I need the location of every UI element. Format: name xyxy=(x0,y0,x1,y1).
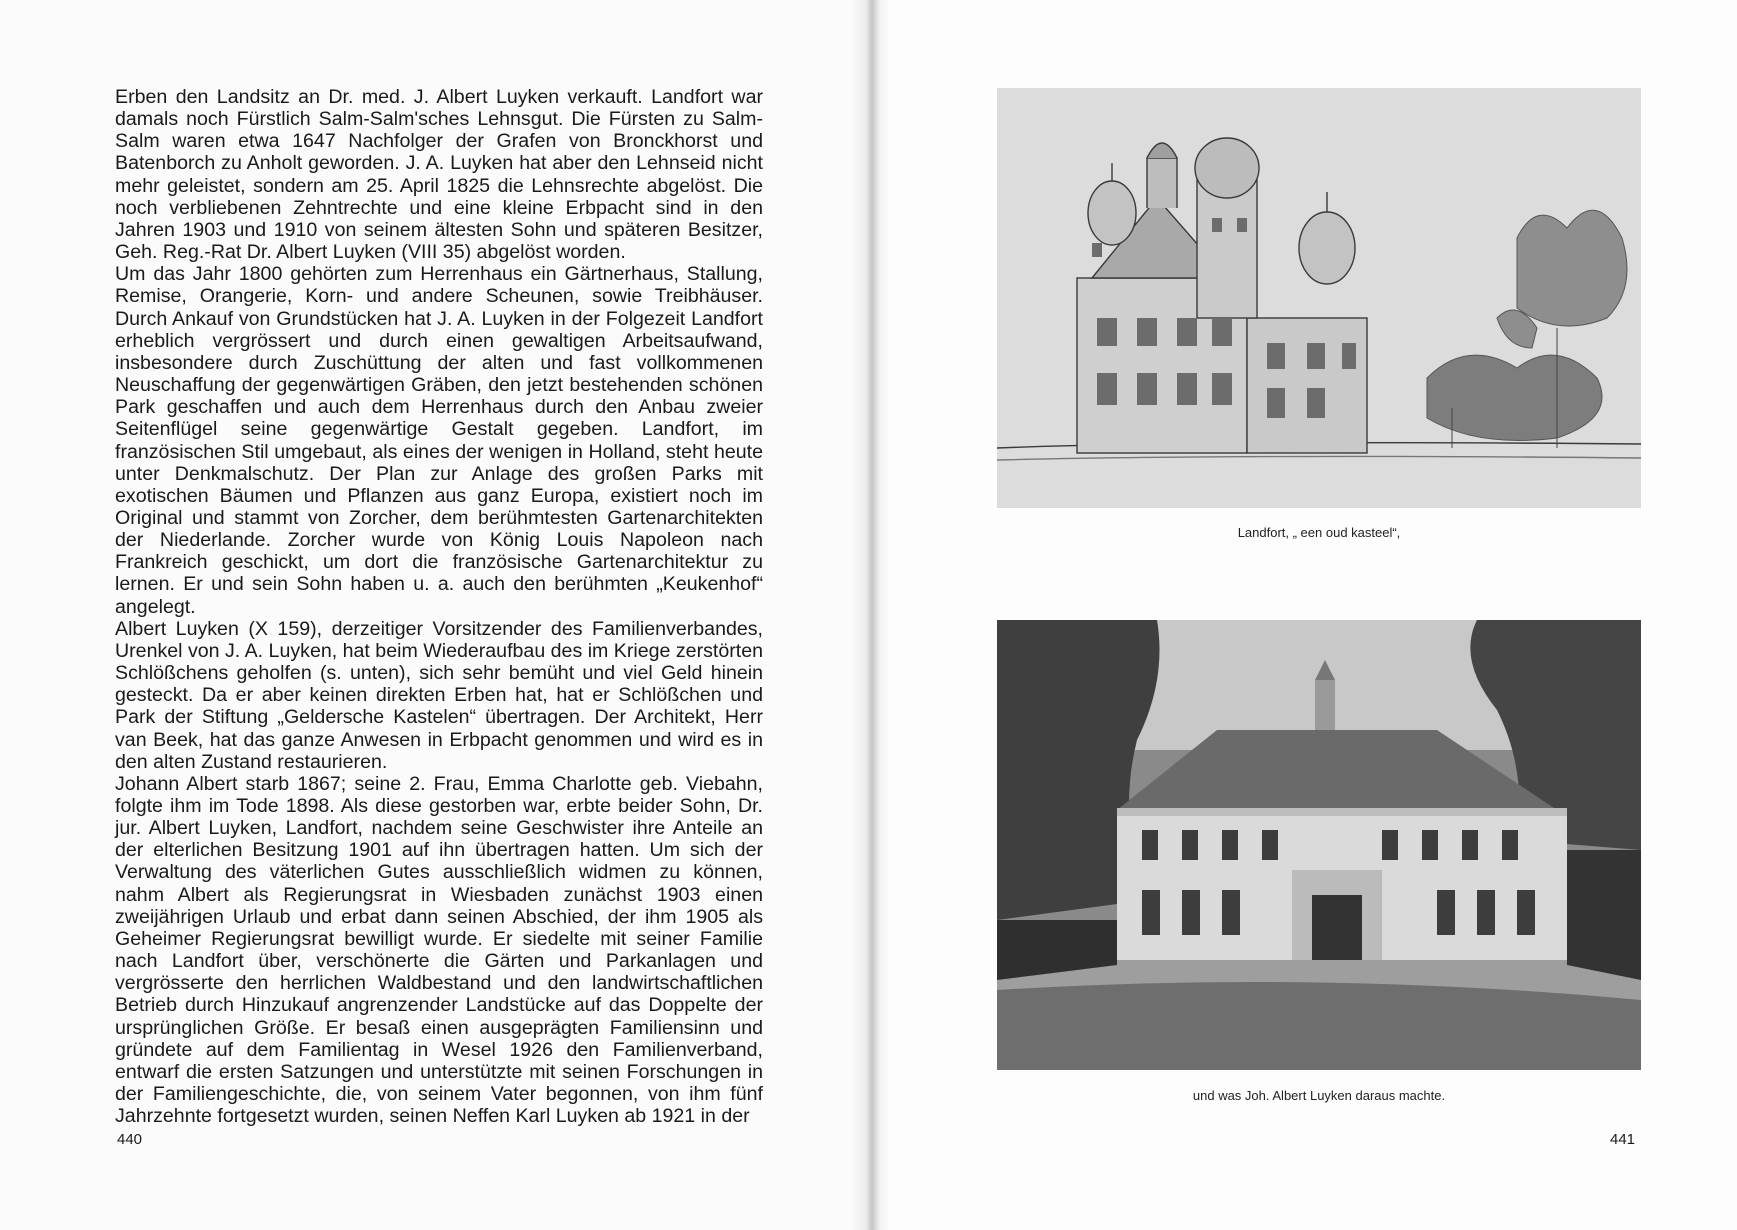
page-number-left: 440 xyxy=(117,1131,143,1148)
figure-caption: Landfort, „ een oud kasteel“, xyxy=(1237,525,1401,540)
manor-photo-image xyxy=(997,620,1641,1070)
page-number-right: 441 xyxy=(1610,1131,1636,1148)
body-text xyxy=(115,86,763,1127)
figure-caption: und was Joh. Albert Luyken daraus machte. xyxy=(1192,1088,1446,1103)
paragraph: Johann Albert starb 1867; seine 2. Frau, Emma Charlotte geb. Viebahn, folgte ihm im Tode 1898. Als diese gestorben war, erbte beider Sohn, Dr. jur. Albert Luyken, Landfort, nachdem seine Geschwister ihre Anteile an der elterlichen Besitzung 1901 auf ihn übertragen hatten. Um sich der Verwaltung des väterlichen Gutes ausschließlich widmen zu können, nahm Albert als Regierungsrat in Wiesbaden zunächst 1903 einen zweijährigen Urlaub und erbat dann seinen Abschied, der ihm 1905 als Geheimer Regierungsrat bewilligt wurde. Er siedelte mit seiner Familie nach Landfort über, verschönerte die Gärten und Parkanlagen und vergrösserte den herrlichen Waldbestand und den landwirtschaftlichen Betrieb durch Hinzukauf angrenzender Landstücke auf das Doppelte der ursprünglichen Größe. Er besaß einen ausgeprägten Familiensinn und gründete auf dem Familientag in Wesel 1926 den Familienverband, entwarf die ersten Satzungen und unterstützte mit seinen Forschungen in der Familiengeschichte, die, von seinem Vater begonnen, von ihm fünf Jahrzehnte fortgesetzt wurden, seinen Neffen Karl Luyken ab 1921 in der xyxy=(115,772,763,1128)
paragraph: Erben den Landsitz an Dr. med. J. Albert Luyken verkauft. Landfort war damals noch Fürstlich Salm-Salm'sches Lehnsgut. Die Fürsten zu Salm-Salm waren etwa 1647 Nachfolger der Grafen von Bronckhorst und Batenborch zu Anholt geworden. J. A. Luyken hat aber den Lehnseid nicht mehr geleistet, sondern am 25. April 1825 die Lehnsrechte abgelöst. Die noch verbliebenen Zehntrechte und eine kleine Erbpacht sind in den Jahren 1903 und 1910 von seinem ältesten Sohn und späteren Besitzer, Geh. Reg.-Rat Dr. Albert Luyken (VIII 35) abgelöst worden. xyxy=(115,86,763,264)
castle-sketch-image xyxy=(997,88,1641,508)
paragraph: Um das Jahr 1800 gehörten zum Herrenhaus ein Gärtnerhaus, Stallung, Remise, Orangerie, Korn- und andere Scheunen, sowie Treibhäuser. Durch Ankauf von Grundstücken hat J. A. Luyken in der Folgezeit Landfort erheblich vergrössert und durch einen gewaltigen Arbeitsaufwand, insbesondere durch Zuschüttung der alten und fast vollkommenen Neuschaffung der gegenwärtigen Gräben, den jetzt bestehenden schönen Park geschaffen und auch dem Herrenhaus durch den Anbau zweier Seitenflügel seine gegenwärtige Gestalt gegeben. Landfort, im französischen Stil umgebaut, als eines der wenigen in Holland, steht heute unter Denkmalschutz. Der Plan zur Anlage des großen Parks mit exotischen Bäumen und Pflanzen aus ganz Europa, existiert noch im Original und stammt von Zorcher, dem berühmtesten Gartenarchitekten der Niederlande. Zorcher wurde von König Louis Napoleon nach Frankreich geschickt, um dort die französische Gartenarchitektur zu lernen. Er und sein Sohn haben u. a. auch den berühmten „Keukenhof“ angelegt. xyxy=(115,263,763,618)
book-gutter xyxy=(850,0,890,1230)
paragraph: Albert Luyken (X 159), derzeitiger Vorsitzender des Familienverbandes, Urenkel von J. A. Luyken, hat beim Wiederaufbau des im Kriege zerstörten Schlößchens geholfen (s. unten), sich sehr bemüht und viel Geld hinein gesteckt. Da er aber keinen direkten Erben hat, hat er Schlößchen und Park der Stiftung „Geldersche Kastelen“ übertragen. Der Architekt, Herr van Beek, hat das ganze Anwesen in Erbpacht genommen und wird es in den alten Zustand restaurieren. xyxy=(115,617,764,773)
